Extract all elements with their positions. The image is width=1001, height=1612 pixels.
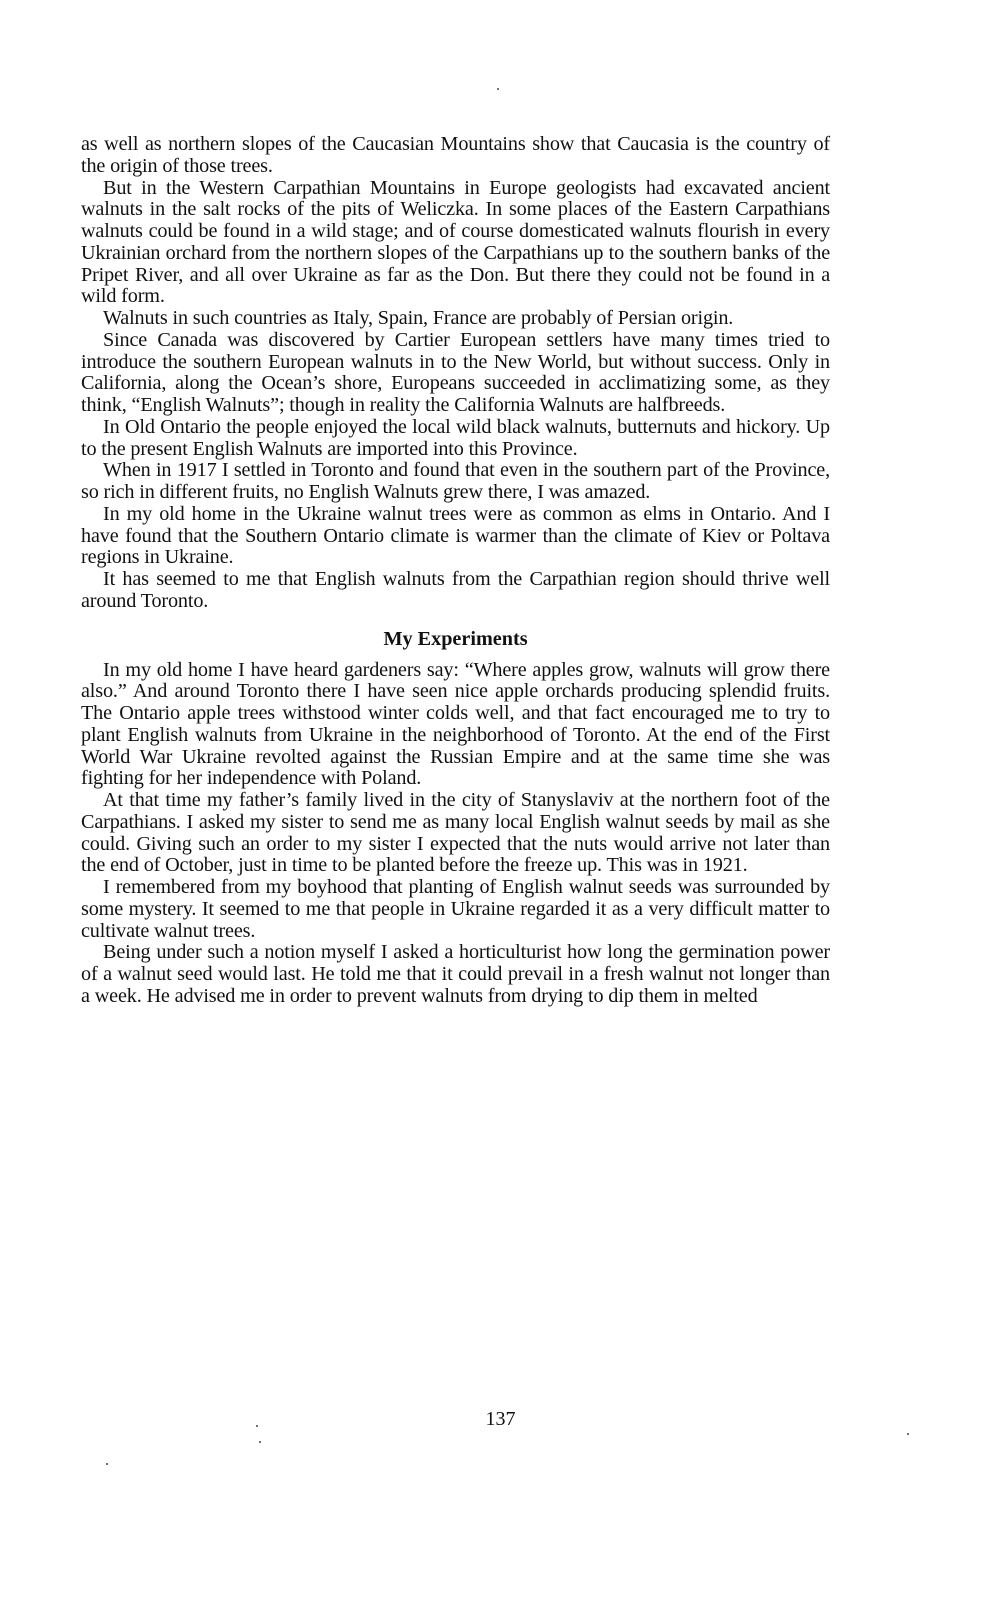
- paragraph: In my old home in the Ukraine walnut trees were as common as elms in Ontario. And I have found that the Southern Ontario climate is warmer than the climate of Kiev or Poltava regions in Ukraine.: [81, 502, 830, 569]
- paragraph: In my old home I have heard gardeners say: “Where apples grow, walnuts will grow there also.” And around Toronto there I have seen nice apple orchards producing splendid fruits. The Ontario apple trees withstood winter colds well, and that fact encouraged me to try to plant English walnuts from Ukraine in the neighborhood of Toronto. At the end of the First World War Ukraine revolted against the Russian Empire and at the same time she was fighting for her independence with Poland.: [81, 658, 830, 790]
- scan-speck: [907, 1433, 909, 1435]
- paragraph: At that time my father’s family lived in the city of Stanyslaviv at the northern foot of the Carpathians. I asked my sister to send me as many local English walnut seeds by mail as she could. Giving such an order to my sister I expected that the nuts would arrive not later than the end of October, just in time to be planted before the freeze up. This was in 1921.: [81, 789, 830, 877]
- scan-speck: [497, 88, 499, 90]
- paragraph: I remembered from my boyhood that planting of English walnut seeds was surrounded by some mystery. It seemed to me that people in Ukraine regarded it as a very difficult matter to cultivate walnut trees.: [81, 876, 830, 942]
- paragraph: It has seemed to me that English walnuts from the Carpathian region should thrive well around Toronto.: [81, 568, 830, 612]
- paragraph: Being under such a notion myself I asked a horticulturist how long the germination power of a walnut seed would last. He told me that it could prevail in a fresh walnut not longer than a week. He advised me in order to prevent walnuts from drying to dip them in melted: [81, 941, 830, 1007]
- paragraph: But in the Western Carpathian Mountains in Europe geologists had excavated ancient walnuts in the salt rocks of the pits of Weliczka. In some places of the Eastern Carpathians walnuts could be found in a wild stage; and of course domesticated walnuts flourish in every Ukrainian orchard from the northern slopes of the Carpathians up to the southern banks of the Pripet River, and all over Ukraine as far as the Don. But there they could not be found in a wild form.: [81, 176, 830, 308]
- paragraph: Walnuts in such countries as Italy, Spain, France are probably of Persian origin.: [103, 307, 734, 329]
- paragraph: as well as northern slopes of the Caucasian Mountains show that Caucasia is the country of the origin of those trees.: [81, 133, 830, 177]
- page-number: 137: [485, 1408, 516, 1430]
- paragraph: When in 1917 I settled in Toronto and found that even in the southern part of the Province, so rich in different fruits, no English Walnuts grew there, I was amazed.: [81, 459, 830, 503]
- paragraph: Since Canada was discovered by Cartier European settlers have many times tried to introduce the southern European walnuts in to the New World, but without success. Only in California, along the Ocean’s shore, Europeans succeeded in acclimatizing some, as they think, “English Walnuts”; though in reality the California Walnuts are halfbreeds.: [81, 328, 830, 416]
- scan-speck: [259, 1441, 261, 1443]
- scan-speck: [106, 1463, 108, 1465]
- scan-speck: [256, 1425, 258, 1427]
- paragraph: In Old Ontario the people enjoyed the local wild black walnuts, butternuts and hickory. Up to the present English Walnuts are imported into this Province.: [81, 415, 830, 460]
- document-page: [81, 134, 830, 1008]
- section-heading: My Experiments: [383, 627, 528, 650]
